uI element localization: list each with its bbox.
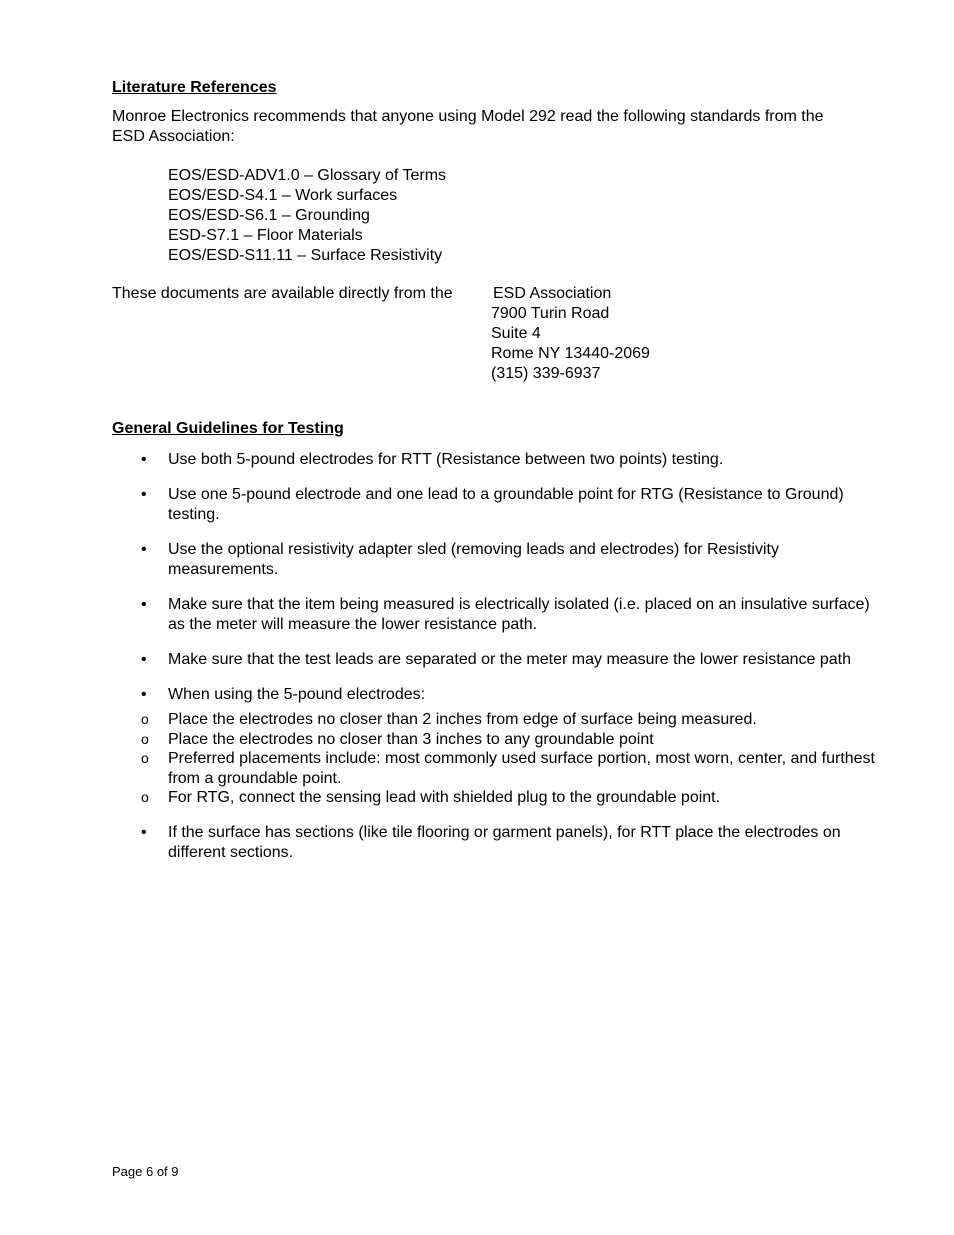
bullet-icon: • xyxy=(141,451,147,468)
electrode-subitem xyxy=(112,788,882,808)
standard-item: ESD-S7.1 – Floor Materials xyxy=(168,227,363,244)
address-line: Rome NY 13440-2069 xyxy=(491,345,650,362)
guideline-item xyxy=(112,823,882,863)
standard-item: EOS/ESD-S6.1 – Grounding xyxy=(168,207,370,224)
guideline-item xyxy=(112,595,882,635)
circle-bullet-icon: o xyxy=(141,730,149,747)
standard-item: EOS/ESD-S11.11 – Surface Resistivity xyxy=(168,247,443,264)
circle-bullet-icon: o xyxy=(141,789,149,805)
address-line: 7900 Turin Road xyxy=(491,305,610,322)
electrode-subitem xyxy=(112,749,882,788)
standard-item: EOS/ESD-S4.1 – Work surfaces xyxy=(168,187,398,204)
guidelines-list xyxy=(112,450,882,878)
guideline-item xyxy=(112,540,882,580)
address-line: Suite 4 xyxy=(491,325,541,342)
electrode-sublist xyxy=(112,710,882,808)
electrode-subitem xyxy=(112,730,882,750)
bullet-icon: • xyxy=(141,823,147,841)
bullet-icon: • xyxy=(141,686,147,703)
standards-list xyxy=(168,166,446,266)
address-line: ESD Association xyxy=(493,285,612,302)
esd-address xyxy=(493,284,650,384)
guideline-item xyxy=(112,685,882,808)
literature-heading: Literature References xyxy=(112,79,277,96)
subitem-text: Place the electrodes no closer than 3 inches to any groundable point xyxy=(168,730,654,748)
subitem-text: Preferred placements include: most commonly used surface portion, most worn, center, and furthest from a groundable point. xyxy=(168,750,875,787)
availability-text: These documents are available directly from the xyxy=(112,285,453,302)
guideline-text: Make sure that the test leads are separated or the meter may measure the lower resistance path xyxy=(168,651,852,668)
circle-bullet-icon: o xyxy=(141,750,149,766)
guideline-text: Make sure that the item being measured is electrically isolated (i.e. placed on an insulative surface) as the meter will measure the lower resistance path. xyxy=(168,596,870,633)
guideline-text: When using the 5-pound electrodes: xyxy=(168,686,426,703)
page-number: Page 6 of 9 xyxy=(112,1164,179,1179)
guideline-text: Use one 5-pound electrode and one lead to a groundable point for RTG (Resistance to Ground) testing. xyxy=(168,486,844,523)
guideline-text: Use both 5-pound electrodes for RTT (Resistance between two points) testing. xyxy=(168,451,724,468)
circle-bullet-icon: o xyxy=(141,711,149,727)
guideline-item xyxy=(112,485,882,525)
subitem-text: Place the electrodes no closer than 2 inches from edge of surface being measured. xyxy=(168,711,757,728)
guideline-text: Use the optional resistivity adapter sled (removing leads and electrodes) for Resistivity measurements. xyxy=(168,541,779,578)
literature-intro-line2: ESD Association: xyxy=(112,128,235,145)
bullet-icon: • xyxy=(141,541,147,558)
bullet-icon: • xyxy=(141,486,147,503)
address-line: (315) 339-6937 xyxy=(491,365,601,382)
guideline-item xyxy=(112,450,882,470)
guideline-text: If the surface has sections (like tile flooring or garment panels), for RTT place the electrodes on different sections. xyxy=(168,823,841,861)
standard-item: EOS/ESD-ADV1.0 – Glossary of Terms xyxy=(168,167,447,184)
literature-intro-line1: Monroe Electronics recommends that anyone using Model 292 read the following standards from the xyxy=(112,108,824,125)
bullet-icon: • xyxy=(141,596,147,613)
subitem-text: For RTG, connect the sensing lead with shielded plug to the groundable point. xyxy=(168,789,721,806)
electrode-subitem xyxy=(112,710,882,730)
guidelines-heading: General Guidelines for Testing xyxy=(112,420,344,437)
bullet-icon: • xyxy=(141,651,147,668)
guideline-item xyxy=(112,650,882,670)
